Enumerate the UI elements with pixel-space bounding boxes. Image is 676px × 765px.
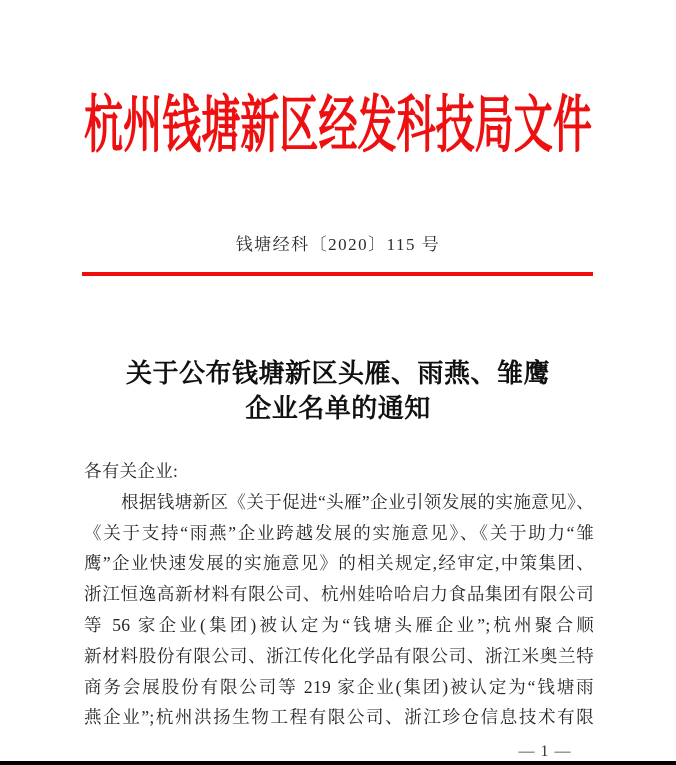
body-paragraph-line: 《关于支持“雨燕”企业跨越发展的实施意见》、《关于助力“雏	[84, 522, 594, 543]
document-title-line1: 关于公布钱塘新区头雁、雨燕、雏鹰	[125, 359, 550, 388]
document-number: 钱塘经科〔2020〕115 号	[235, 235, 441, 254]
body-paragraph-line: 燕企业”;杭州洪扬生物工程有限公司、浙江珍仓信息技术有限	[84, 707, 594, 728]
page-number: — 1 —	[518, 743, 572, 760]
body-paragraph-line: 鹰”企业快速发展的实施意见》的相关规定,经审定,中策集团、	[84, 553, 594, 574]
document-title-line2: 企业名单的通知	[245, 394, 431, 423]
body-paragraph-line: 等 56 家企业(集团)被认定为“钱塘头雁企业”;杭州聚合顺	[84, 614, 594, 635]
scan-bottom-edge	[0, 761, 676, 765]
body-paragraph-line: 根据钱塘新区《关于促进“头雁”企业引领发展的实施意见》、	[121, 491, 594, 512]
red-header-banner	[0, 86, 676, 166]
document-title	[0, 356, 676, 426]
document-body	[84, 456, 594, 733]
red-divider-line	[82, 272, 593, 276]
body-paragraph-line: 商务会展股份有限公司等 219 家企业(集团)被认定为“钱塘雨	[84, 676, 594, 697]
agency-header-title: 杭州钱塘新区经发科技局文件	[84, 92, 592, 160]
body-paragraph-line: 浙江恒逸高新材料有限公司、杭州娃哈哈启力食品集团有限公司	[84, 584, 594, 605]
body-paragraph-line: 新材料股份有限公司、浙江传化化学品有限公司、浙江米奥兰特	[84, 645, 594, 666]
salutation: 各有关企业:	[84, 461, 179, 481]
